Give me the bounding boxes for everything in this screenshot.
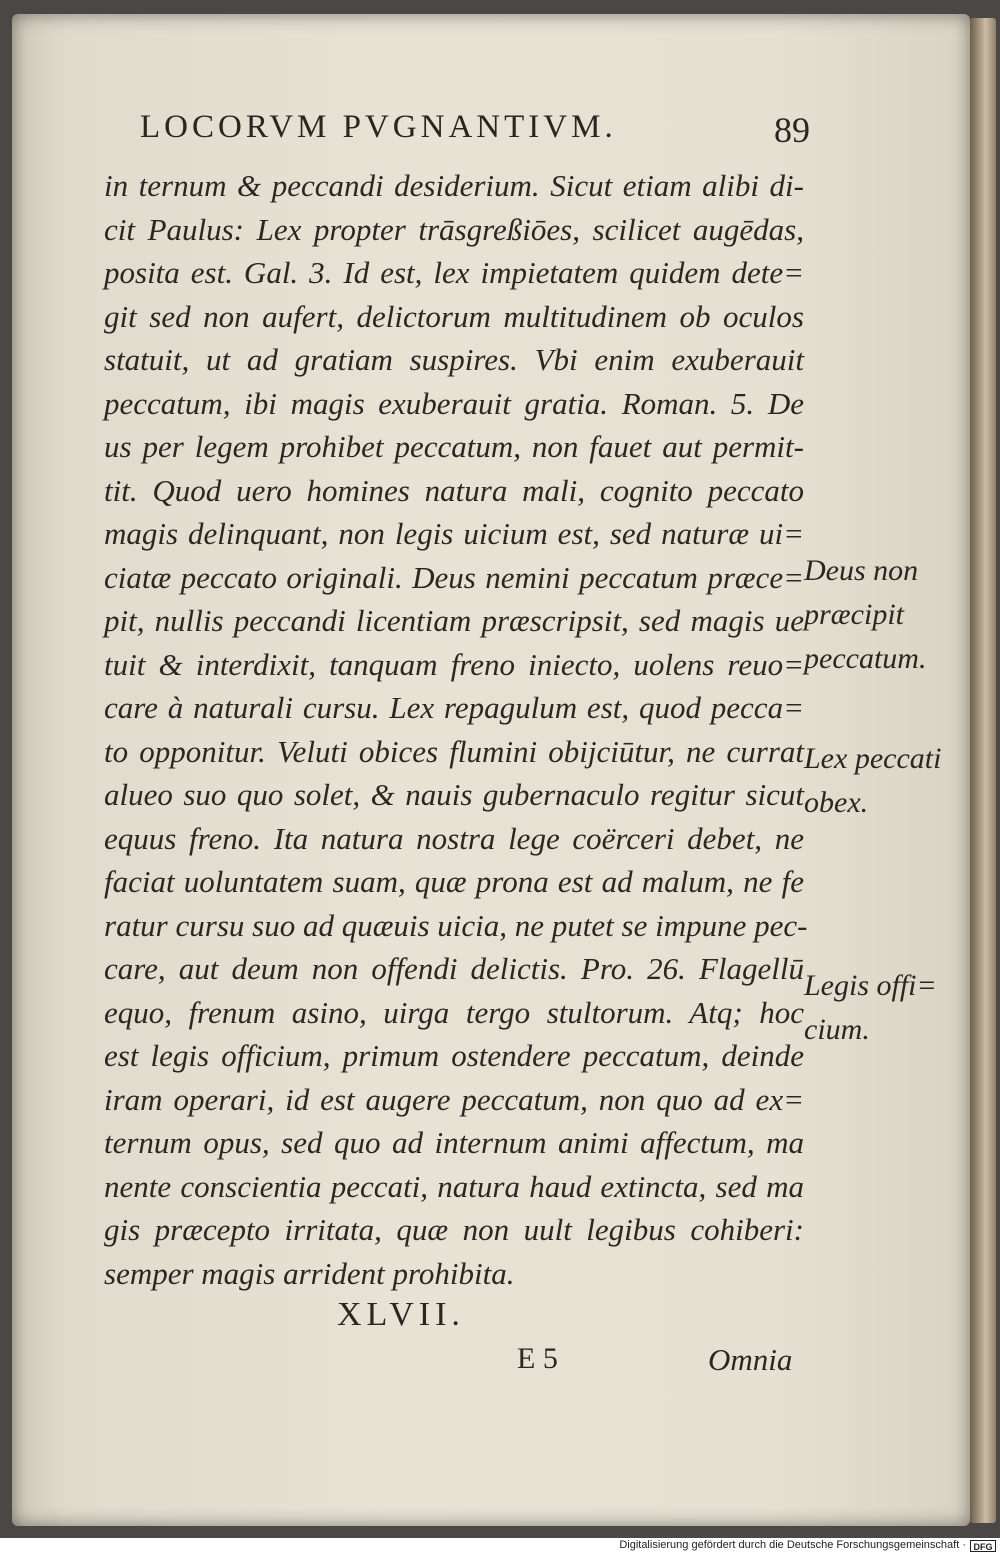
text-line: est legis officium, primum ostendere peccatum, deinde [104,1038,804,1073]
text-line: in ternum & peccandi desiderium. Sicut etiam alibi di- [104,168,804,203]
footer-bar [0,1538,1000,1555]
marginal-note-legis-officium [804,964,964,1052]
text-line: us per legem prohibet peccatum, non fauet aut permit- [104,429,804,464]
text-line: equus freno. Ita natura nostra lege coërceri debet, ne [104,820,804,856]
catchword: Omnia [708,1342,793,1377]
marginal-note-line: præcipit [804,598,905,631]
text-line: statuit, ut ad gratiam suspires. Vbi enim exuberauit [104,342,804,377]
text-line: alueo suo quo solet, & nauis gubernaculo regitur sicut [104,777,804,812]
funding-credit: Digitalisierung gefördert durch die Deutsche Forschungsgemeinschaft · [619,1539,966,1551]
section-number: XLVII. [337,1296,465,1333]
body-text [104,164,808,1295]
text-line: care, aut deum non offendi delictis. Pro. 26. Flagellū [104,951,804,986]
text-line: faciat uoluntatem suam, quæ prona est ad malum, ne fe [104,864,804,899]
book-page [12,14,970,1526]
text-line: peccatum, ibi magis exuberauit gratia. Roman. 5. De [104,385,804,421]
text-line: pit, nullis peccandi licentiam præscripsit, sed magis ue [104,603,804,638]
marginal-note-line: obex. [804,786,869,819]
text-line: care à naturali cursu. Lex repagulum est, quod pecca= [104,690,804,725]
text-line: iram operari, id est augere peccatum, non quo ad ex= [104,1081,804,1117]
text-line: gis præcepto irritata, quæ non uult legibus cohiberi: [104,1212,804,1247]
text-line: ciatæ peccato originali. Deus nemini peccatum præce= [104,559,804,595]
marginal-note-line: Lex peccati [804,742,942,775]
running-head [140,109,810,159]
text-line: git sed non aufert, delictorum multitudinem ob oculos [104,298,804,334]
marginal-note-line: Deus non [804,554,919,587]
text-line: magis delinquant, non legis uicium est, sed naturæ ui= [104,516,804,551]
marginal-note-line: Legis offi= [804,969,937,1002]
text-line: tuit & interdixit, tanquam freno iniecto, uolens reuo= [104,646,804,682]
page-edge [970,18,996,1523]
text-line: tit. Quod uero homines natura mali, cognito peccato [104,472,804,508]
text-line: equo, frenum asino, uirga tergo stultorum. Atq; hoc [104,994,804,1030]
text-line: cit Paulus: Lex propter trāsgreßiōes, scilicet augēdas, [104,211,804,247]
text-line: nente conscientia peccati, natura haud extincta, sed ma [104,1168,804,1204]
text-line: ratur cursu suo ad quæuis uicia, ne putet se impune pec- [104,907,808,943]
signature-mark: E 5 [517,1342,558,1375]
marginal-note-deus-non-praecipit [804,549,964,681]
text-line: semper magis arrident prohibita. [104,1255,515,1291]
marginal-note-line: cium. [804,1013,870,1046]
marginal-note-line: peccatum. [804,642,927,675]
dfg-logo-icon: DFG [970,1540,996,1552]
text-line: posita est. Gal. 3. Id est, lex impietatem quidem dete= [104,255,804,290]
page-number: 89 [774,110,810,150]
marginal-note-lex-peccati-obex [804,737,964,825]
text-line: ternum opus, sed quo ad internum animi affectum, ma [104,1125,804,1160]
running-title: LOCORVM PVGNANTIVM. [140,109,617,145]
text-line: to opponitur. Veluti obices flumini obijciūtur, ne currat [104,733,804,769]
